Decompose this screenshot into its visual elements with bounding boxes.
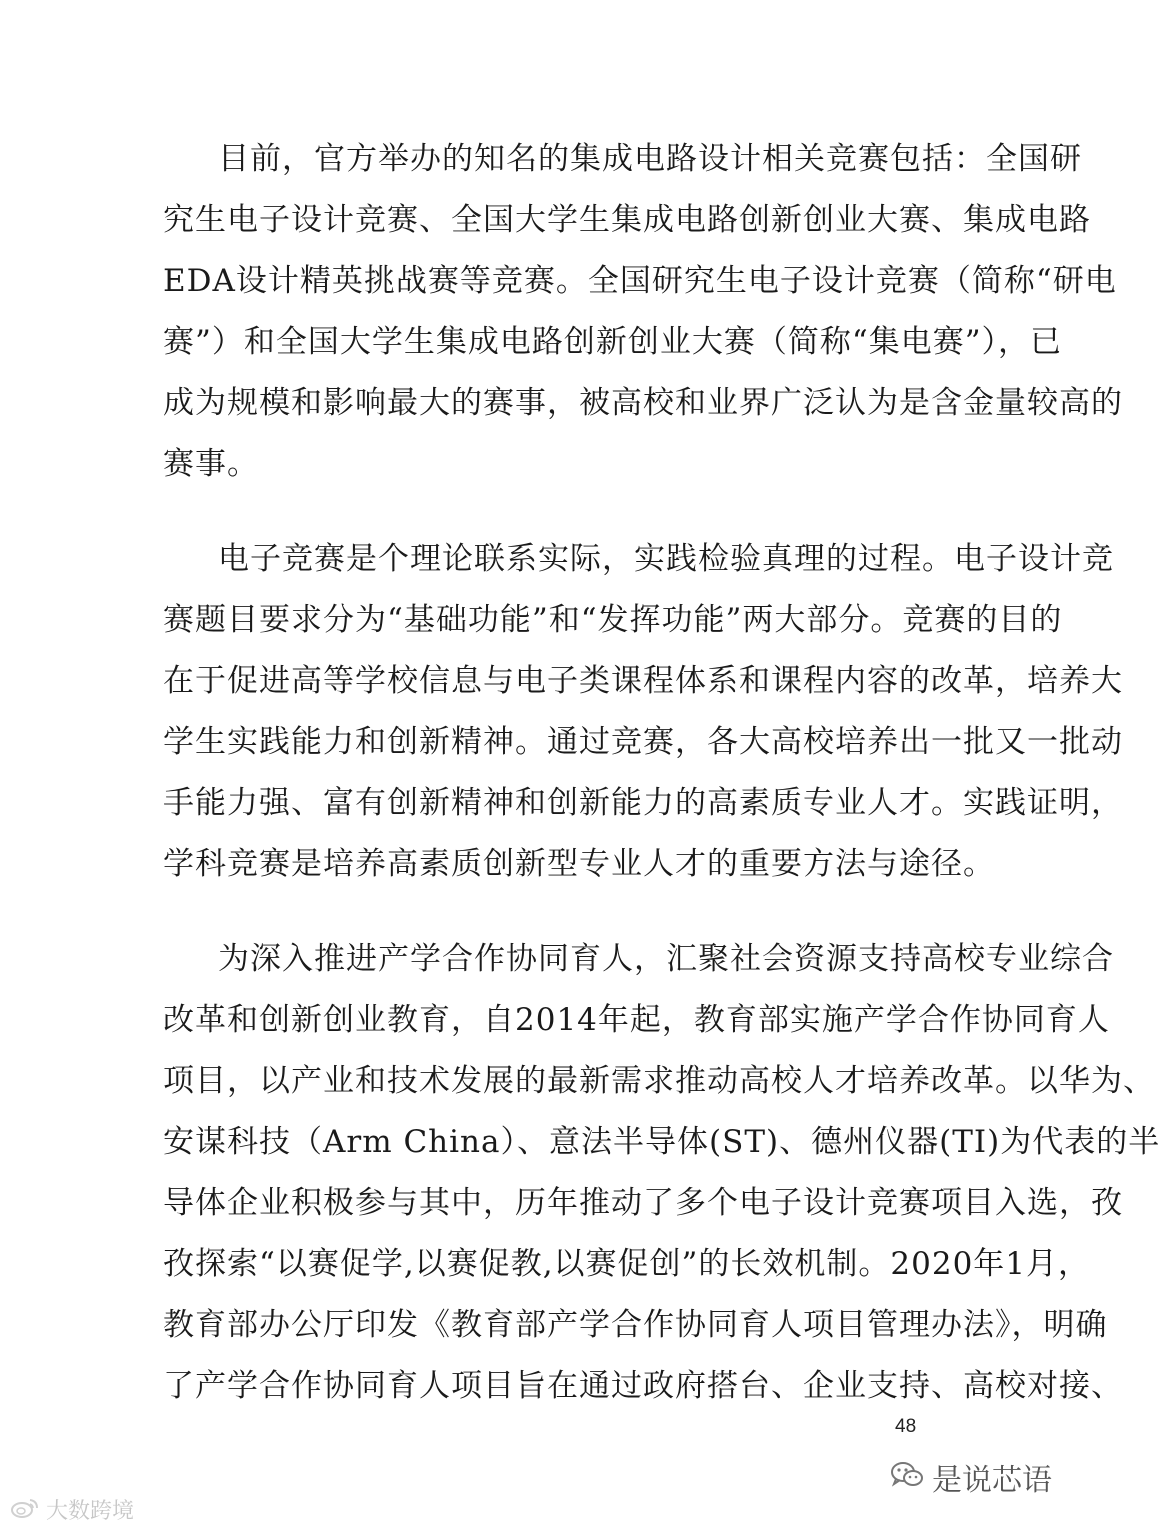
weibo-account-watermark: [10, 1494, 134, 1525]
weibo-icon: [10, 1497, 40, 1523]
paragraph-1-line-3: EDA设计精英挑战赛等竞赛。全国研究生电子设计竞赛（简称“研电: [163, 263, 1117, 299]
wechat-account-watermark: [890, 1455, 1052, 1499]
paragraph-3-line-5: 导体企业积极参与其中，历年推动了多个电子设计竞赛项目入选，孜: [163, 1185, 1123, 1221]
paragraph-3-line-3: 项目，以产业和技术发展的最新需求推动高校人才培养改革。以华为、: [163, 1063, 1155, 1099]
paragraph-3-line-6: 孜探索“以赛促学,以赛促教,以赛促创”的长效机制。2020年1月，: [163, 1246, 1091, 1282]
paragraph-2-line-6: 学科竞赛是培养高素质创新型专业人才的重要方法与途径。: [163, 846, 995, 882]
paragraph-3-line-4: 安谋科技（Arm China）、意法半导体(ST)、德州仪器(TI)为代表的半: [163, 1124, 1160, 1160]
paragraph-2-line-1: 电子竞赛是个理论联系实际，实践检验真理的过程。电子设计竞: [218, 541, 1114, 577]
paragraph-1-line-4: 赛”）和全国大学生集成电路创新创业大赛（简称“集电赛”），已: [163, 324, 1063, 360]
paragraph-2-line-5: 手能力强、富有创新精神和创新能力的高素质专业人才。实践证明，: [163, 785, 1123, 821]
wechat-icon: [890, 1460, 924, 1494]
paragraph-3-line-1: 为深入推进产学合作协同育人，汇聚社会资源支持高校专业综合: [218, 941, 1114, 977]
wechat-account-name: 是说芯语: [932, 1463, 1052, 1498]
paragraph-3-line-2: 改革和创新创业教育，自2014年起，教育部实施产学合作协同育人: [163, 1002, 1110, 1038]
paragraph-1-line-5: 成为规模和影响最大的赛事，被高校和业界广泛认为是含金量较高的: [163, 385, 1123, 421]
paragraph-1-line-1: 目前，官方举办的知名的集成电路设计相关竞赛包括：全国研: [218, 141, 1082, 177]
weibo-account-name: 大数跨境: [46, 1499, 135, 1524]
paragraph-3-line-7: 教育部办公厅印发《教育部产学合作协同育人项目管理办法》，明确: [163, 1307, 1108, 1343]
paragraph-2-line-2: 赛题目要求分为“基础功能”和“发挥功能”两大部分。竞赛的目的: [163, 602, 1063, 638]
paragraph-2-line-3: 在于促进高等学校信息与电子类课程体系和课程内容的改革，培养大: [163, 663, 1123, 699]
paragraph-1-line-6: 赛事。: [163, 446, 259, 482]
paragraph-2-line-4: 学生实践能力和创新精神。通过竞赛，各大高校培养出一批又一批动: [163, 724, 1123, 760]
page-number: 48: [895, 1416, 917, 1437]
paragraph-1-line-2: 究生电子设计竞赛、全国大学生集成电路创新创业大赛、集成电路: [163, 202, 1091, 238]
paragraph-3-line-8: 了产学合作协同育人项目旨在通过政府搭台、企业支持、高校对接、: [163, 1368, 1123, 1404]
